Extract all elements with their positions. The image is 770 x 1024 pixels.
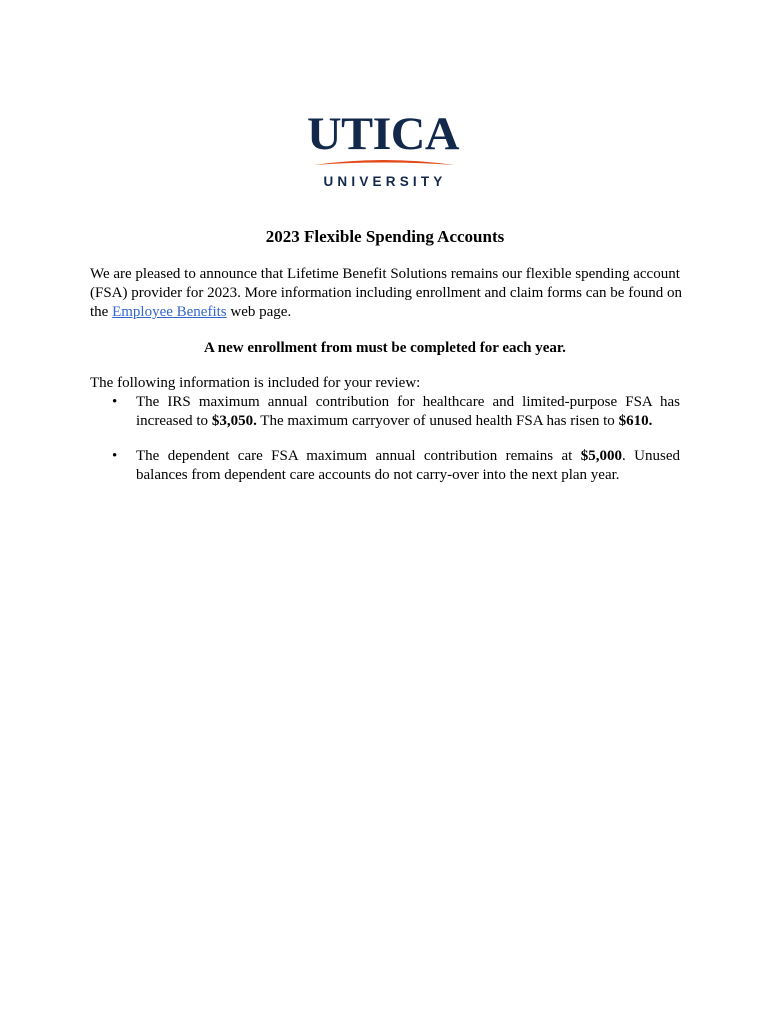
logo-wordmark: UTICA: [307, 108, 459, 160]
intro-paragraph: [90, 265, 690, 322]
bullet-text: The dependent care FSA maximum annual contribution remains at: [136, 448, 581, 464]
intro-text-before-link: We are pleased to announce that Lifetime Benefit Solutions remains our flexible spending account (FSA) provider for 2023. More information including enrollment and claim forms can be found on the: [90, 266, 682, 320]
logo-swoosh-icon: [314, 157, 454, 169]
bullet-icon: •: [112, 448, 118, 464]
bullet-text: The maximum carryover of unused health FSA has risen to: [256, 412, 619, 429]
bullet-amount: $3,050.: [211, 412, 257, 429]
list-item: [90, 447, 680, 484]
enrollment-notice: A new enrollment from must be completed for each year.: [204, 340, 566, 356]
info-list: [90, 393, 680, 484]
utica-university-logo: [300, 110, 466, 190]
bullet-amount: $610.: [618, 412, 653, 429]
bullet-text: The IRS maximum annual contribution for healthcare and limited-purpose FSA has increased to: [136, 394, 680, 429]
page-title: 2023 Flexible Spending Accounts: [265, 227, 505, 246]
intro-text-after-link: web page.: [226, 304, 292, 320]
bullet-icon: •: [112, 394, 118, 410]
logo-subtitle: UNIVERSITY: [323, 174, 447, 189]
employee-benefits-link[interactable]: Employee Benefits: [112, 304, 227, 320]
list-item: [90, 393, 680, 430]
list-intro: The following information is included for your review:: [90, 375, 421, 391]
bullet-text: . Unused balances from dependent care accounts do not carry-over into the next plan year.: [136, 448, 681, 483]
bullet-amount: $5,000: [580, 448, 623, 464]
